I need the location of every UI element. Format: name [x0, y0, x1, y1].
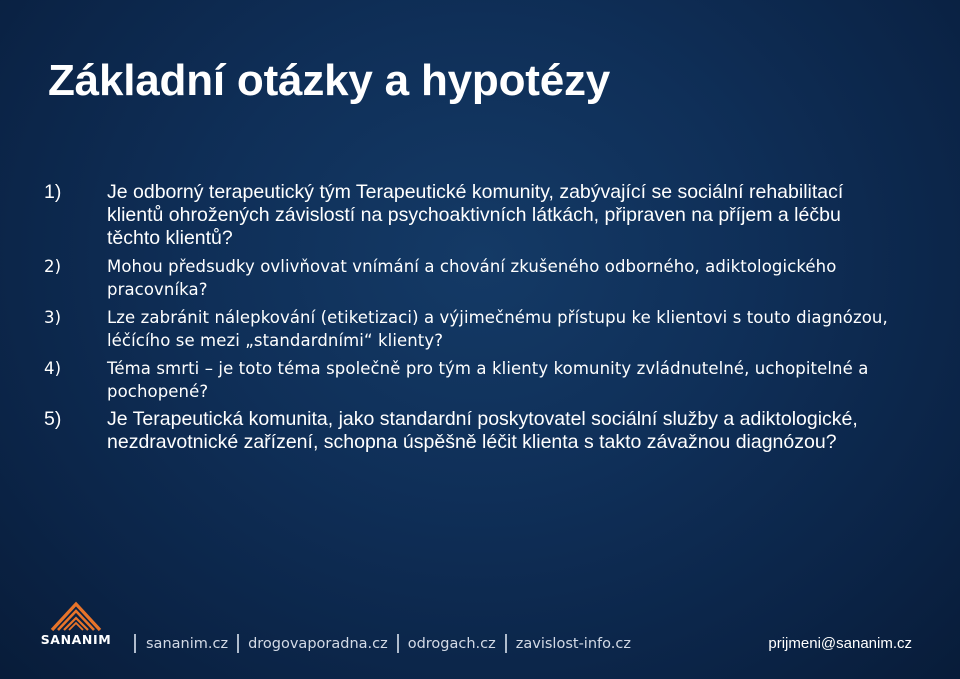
question-number: 4) — [44, 359, 62, 378]
question-text: Je Terapeutická komunita, jako standardní poskytovatel sociální služby a adiktologické, nezdravotnické zařízení, schopna úspěšně léčit klienta s takto závažnou diagnózou? — [107, 408, 858, 453]
footer-link-sananim[interactable]: sananim.cz — [146, 635, 229, 652]
question-text: Je odborný terapeutický tým Terapeutické komunity, zabývající se sociální rehabilitací klientů ohrožených závislostí na psychoaktivních látkách, připraven na příjem a léčbu těchto klientů? — [107, 181, 844, 249]
logo-wordmark: SANANIM — [40, 632, 112, 647]
question-item-1 — [44, 181, 894, 250]
footer — [0, 590, 960, 679]
questions-list — [44, 181, 894, 459]
question-number: 2) — [44, 257, 62, 276]
roof-house-icon — [48, 596, 104, 634]
question-item-4 — [44, 357, 894, 403]
footer-link-odrogach[interactable]: odrogach.cz — [407, 635, 496, 652]
question-number: 1) — [44, 181, 62, 203]
footer-divider — [237, 634, 239, 653]
sananim-logo[interactable] — [40, 590, 112, 660]
question-number: 5) — [44, 408, 62, 430]
footer-links — [134, 634, 631, 653]
footer-link-drogovaporadna[interactable]: drogovaporadna.cz — [248, 635, 388, 652]
question-text: Mohou předsudky ovlivňovat vnímání a chování zkušeného odborného, adiktologického pracovníka? — [107, 257, 837, 299]
question-item-2 — [44, 255, 894, 301]
footer-divider — [397, 634, 399, 653]
contact-email[interactable]: prijmeni@sananim.cz — [768, 635, 912, 652]
question-number: 3) — [44, 308, 62, 327]
question-item-5 — [44, 408, 894, 454]
question-text: Lze zabránit nálepkování (etiketizaci) a výjimečnému přístupu ke klientovi s touto diagnózou, léčícího se mezi „standardními“ klienty? — [107, 308, 888, 350]
footer-link-zavislost-info[interactable]: zavislost-info.cz — [515, 635, 631, 652]
question-text: Téma smrti – je toto téma společně pro tým a klienty komunity zvládnutelné, uchopitelné a pochopené? — [107, 359, 869, 401]
slide-title: Základní otázky a hypotézy — [48, 56, 611, 105]
question-item-3 — [44, 306, 894, 352]
footer-divider — [134, 634, 136, 653]
footer-divider — [505, 634, 507, 653]
